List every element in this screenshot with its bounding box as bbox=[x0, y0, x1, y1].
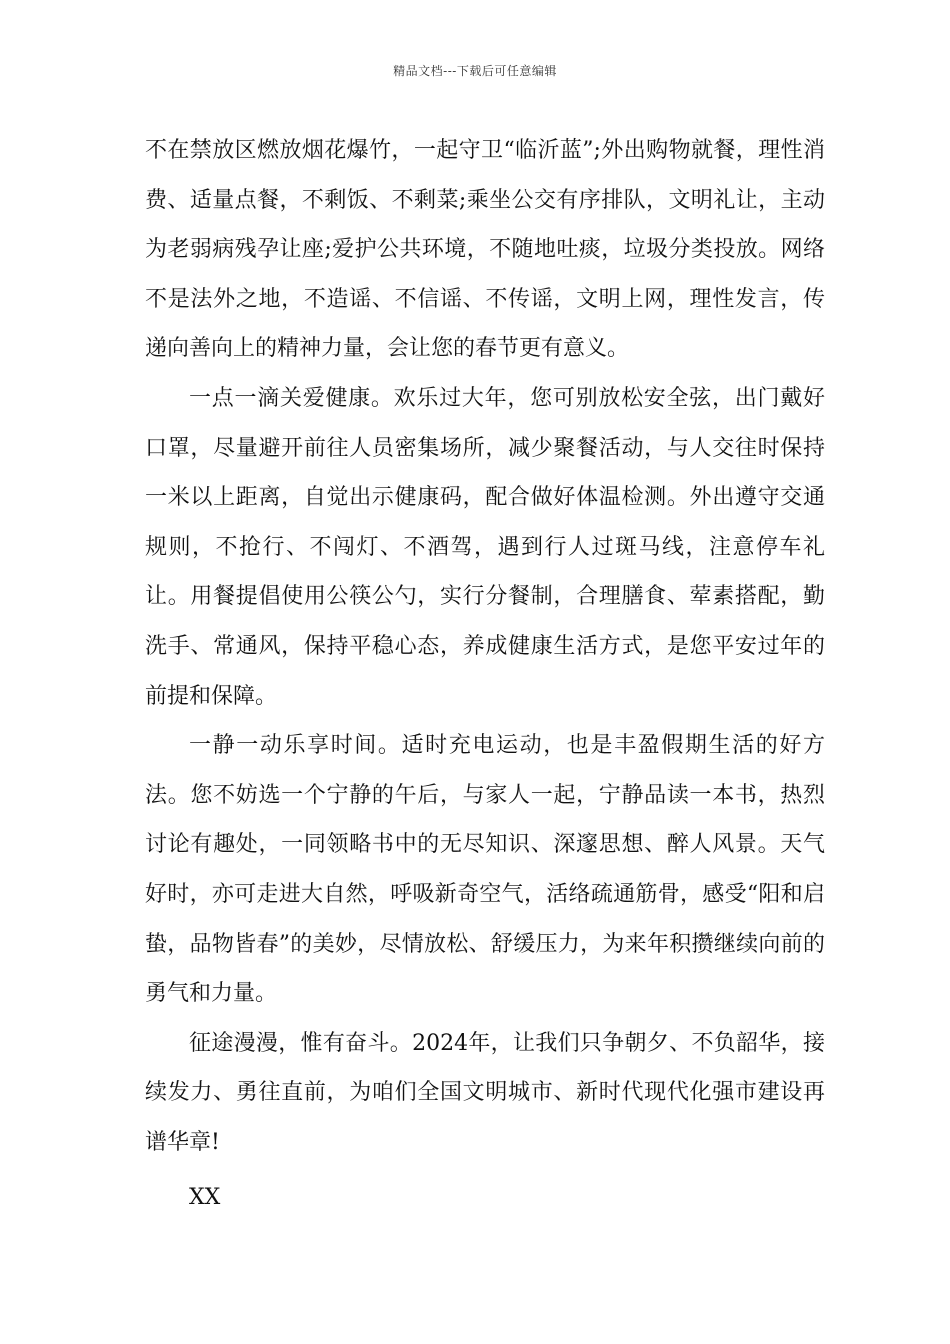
paragraph-closing: 征途漫漫，惟有奋斗。2024年，让我们只争朝夕、不负韶华，接续发力、勇往直前，为咱们全国文明城市、新时代现代化强市建设再谱华章! bbox=[145, 1030, 825, 1155]
signature: XX bbox=[189, 1185, 221, 1210]
document-body bbox=[145, 126, 825, 1167]
page-header: 精品文档---下载后可任意编辑 bbox=[393, 64, 557, 78]
paragraph-health: 一点一滴关爱健康。欢乐过大年，您可别放松安全弦，出门戴好口罩，尽量避开前往人员密集场所，减少聚餐活动，与人交往时保持一米以上距离，自觉出示健康码，配合做好体温检测。外出遵守交通规则，不抢行、不闯灯、不酒驾，遇到行人过斑马线，注意停车礼让。用餐提倡使用公筷公勺，实行分餐制，合理膳食、荤素搭配，勤洗手、常通风，保持平稳心态，养成健康生活方式，是您平安过年的前提和保障。 bbox=[145, 385, 825, 709]
paragraph-leisure: 一静一动乐享时间。适时充电运动，也是丰盈假期生活的好方法。您不妨选一个宁静的午后，与家人一起，宁静品读一本书，热烈讨论有趣处，一同领略书中的无尽知识、深邃思想、醉人风景。天气好时，亦可走进大自然，呼吸新奇空气，活络疏通筋骨，感受“阳和启蛰，品物皆春”的美妙，尽情放松、舒缓压力，为来年积攒继续向前的勇气和力量。 bbox=[145, 733, 825, 1007]
paragraph-civility: 不在禁放区燃放烟花爆竹，一起守卫“临沂蓝”;外出购物就餐，理性消费、适量点餐，不剩饭、不剩菜;乘坐公交有序排队，文明礼让，主动为老弱病残孕让座;爱护公共环境，不随地吐痰，垃圾分类投放。网络不是法外之地，不造谣、不信谣、不传谣，文明上网，理性发言，传递向善向上的精神力量，会让您的春节更有意义。 bbox=[145, 138, 825, 362]
